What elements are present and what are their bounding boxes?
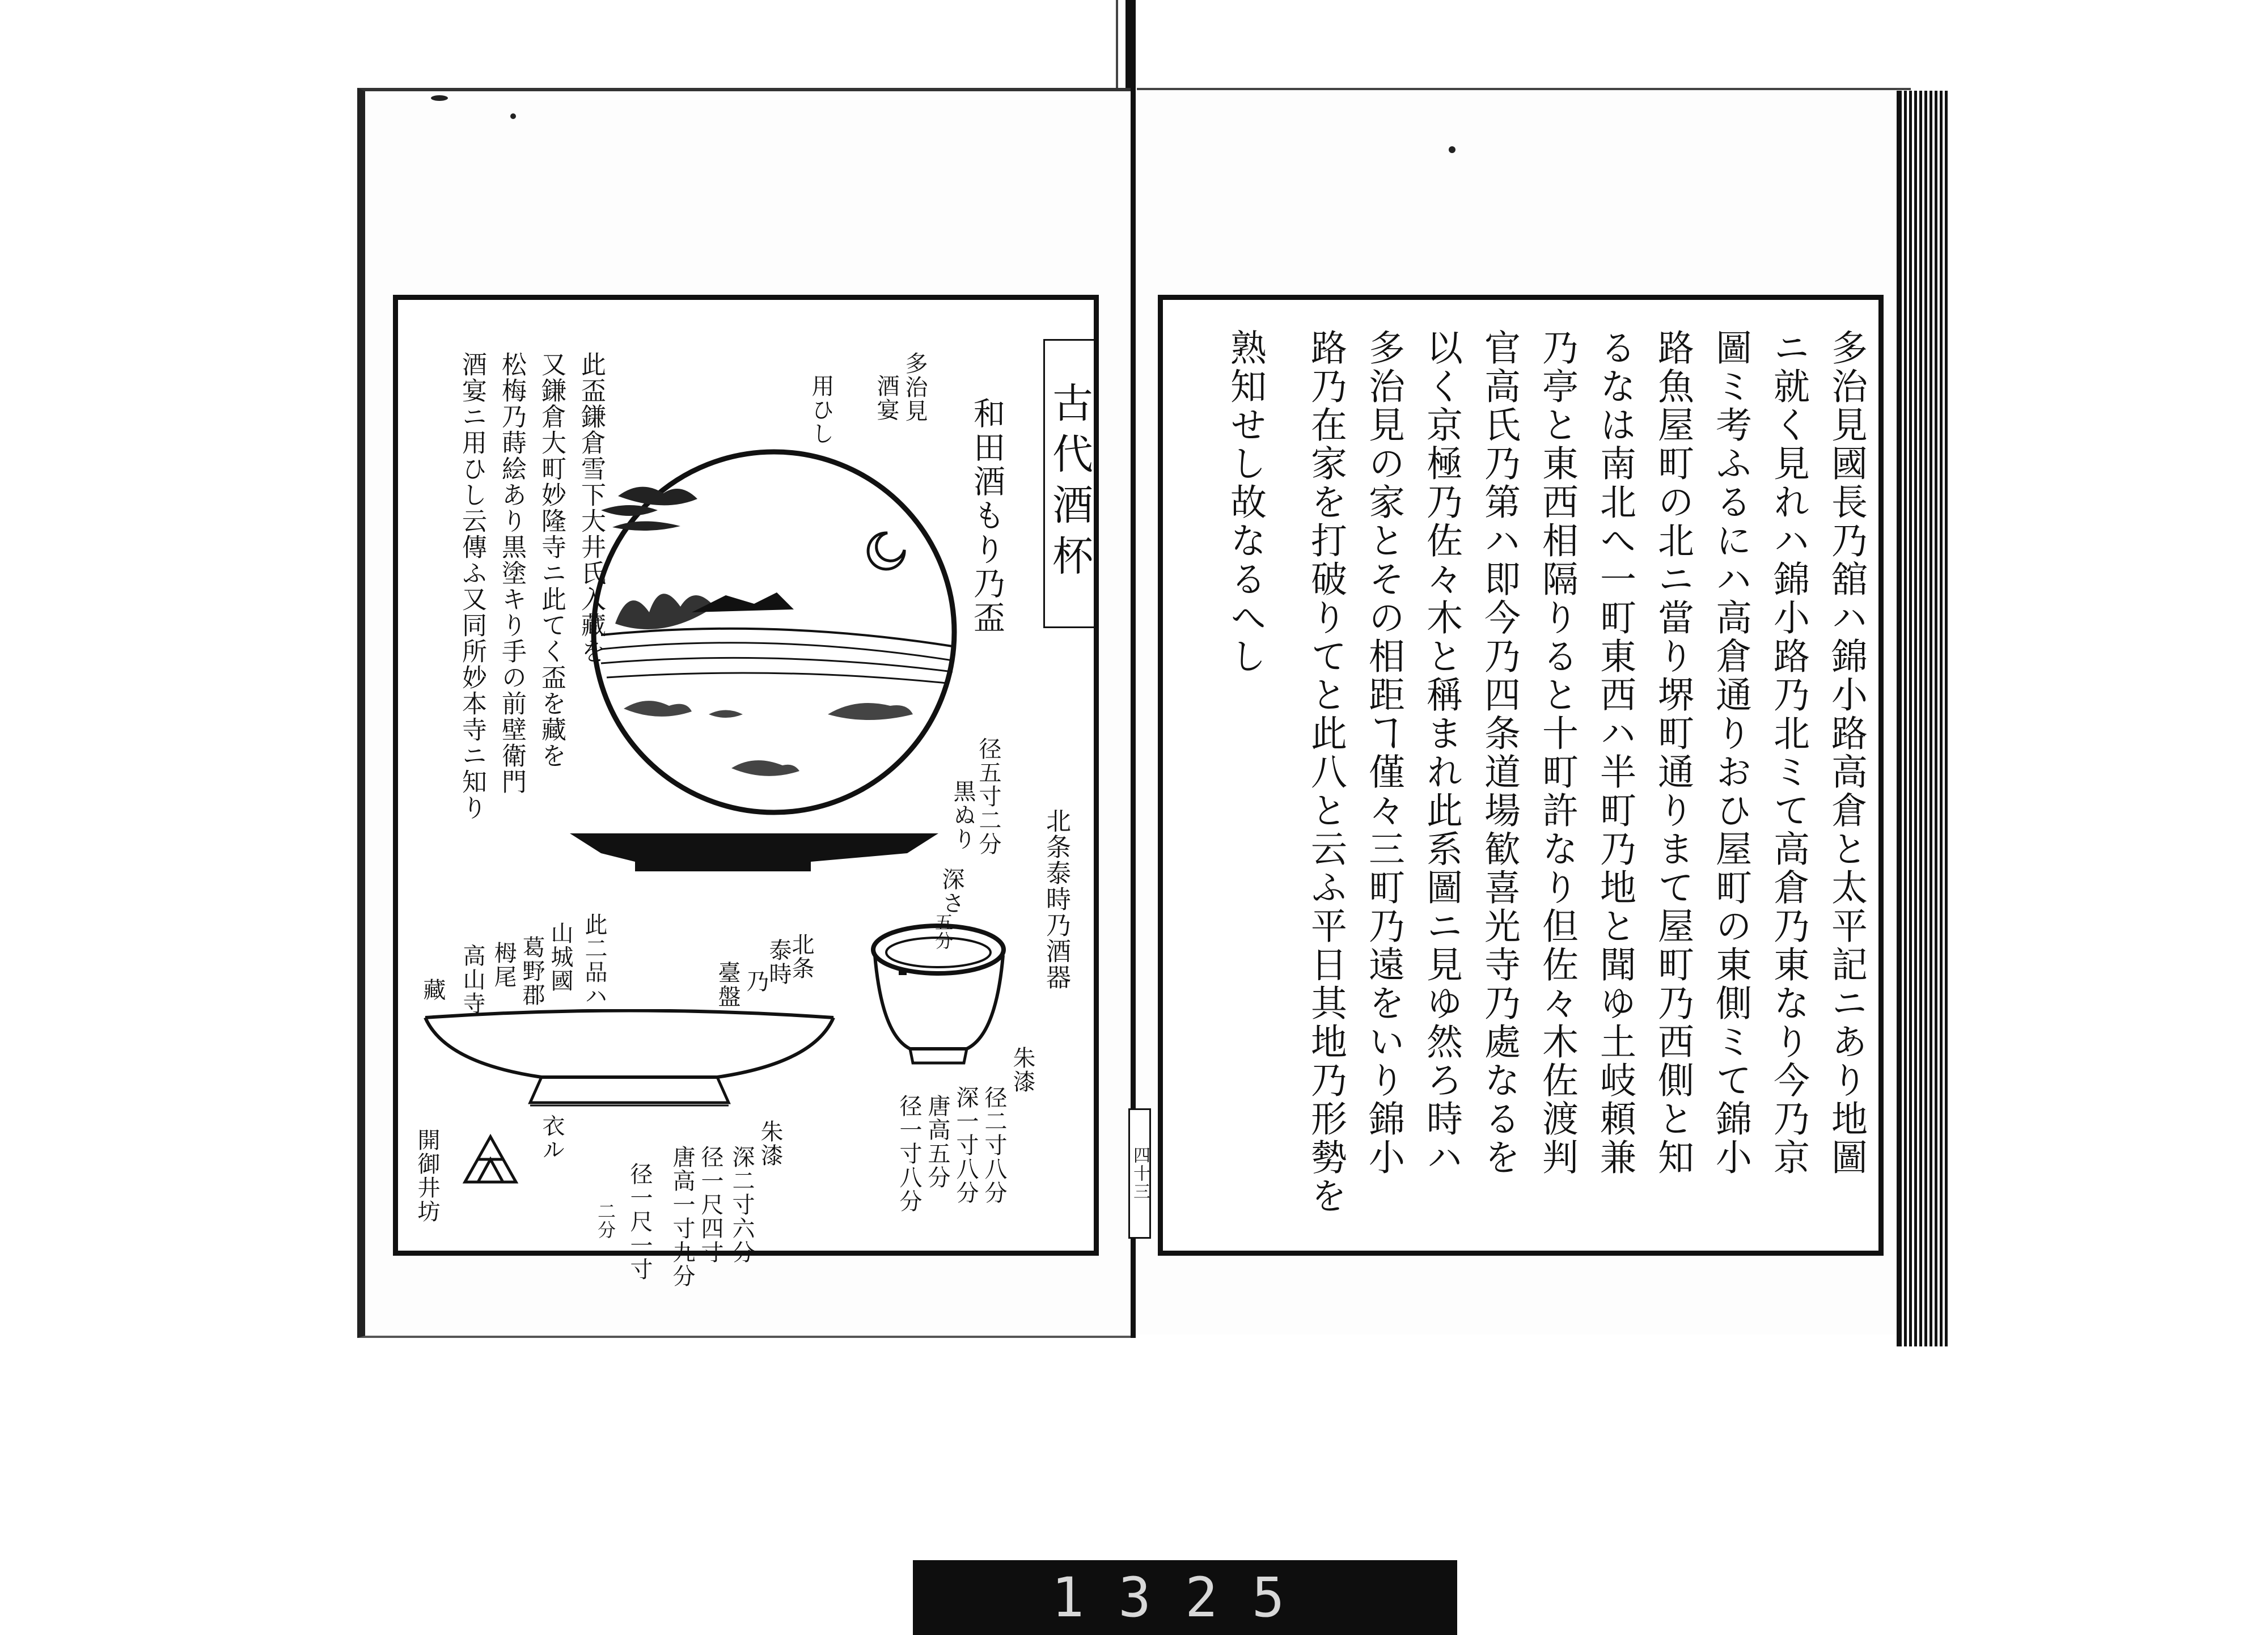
label-text: 泰時 [765,938,792,986]
wada-dims-3 [936,867,968,917]
wada-cup-caption [964,397,1009,637]
tachimi-note-1 [899,351,931,425]
label-text: 開御井坊 [414,1128,440,1223]
wada-dims-2 [947,780,979,853]
dim-text: 二分 [595,1202,616,1239]
ink-speck [431,95,448,101]
label-text: 栂尾 [490,941,517,989]
text-column-6 [1531,329,1583,1179]
dim-text: 深さ [938,867,964,915]
hojo-label-3 [740,969,772,996]
dish-dim-2 [726,1145,758,1267]
crest-label [536,1114,568,1164]
text-line: 多治見の家とその相距ヿ僅々三町乃遠をいり錦小 [1363,329,1404,1177]
text-column-9 [1357,329,1410,1179]
wada-cup-profile [567,831,941,882]
provenance-note-2 [533,351,569,771]
label-text: 乃 [743,969,769,993]
hojo-label-4 [712,961,744,1011]
dish-label-2 [544,921,577,995]
label-text: 衣ル [539,1114,565,1162]
catalog-number: 1325 [1051,1566,1319,1629]
text-line: 乃亭と東西相隔りると十町許なり但佐々木佐渡判 [1536,329,1578,1177]
text-column-2 [1762,329,1814,1179]
kaimi-label [411,1128,443,1226]
dim-text: 朱漆 [1009,1046,1035,1094]
dish-dim-5 [624,1162,656,1284]
label-text: 葛野郡 [519,935,545,1007]
ink-speck [1449,146,1455,153]
text-line: るなは南北へ一町東西ハ半町乃地と聞ゆ土岐頼兼 [1594,329,1636,1177]
dish-dim-4 [666,1145,699,1290]
dim-text: 黒ぬり [950,780,976,851]
dish-label-5 [456,944,489,1018]
dish-illustration [422,1009,836,1128]
text-column-10 [1300,329,1352,1218]
note-text: 又鎌倉大町妙隆寺ニ此てく盃を藏を [537,351,566,769]
label-text: 北条 [788,933,814,980]
text-column-7 [1473,329,1525,1179]
dim-text: 唐高一寸九分 [669,1145,695,1288]
crest-icon [462,1134,519,1185]
text-line: 熟知せし故なるへし [1224,329,1266,676]
label-text: 山城國 [547,921,573,993]
label-text: 藏 [420,978,446,1002]
dim-text: 径一尺一寸 [627,1162,653,1281]
dim-text: 径一寸八分 [896,1094,922,1213]
page-edge-stack [1897,91,1950,1346]
text-line: 路乃在家を打破りてと此八と云ふ平日其地乃形勢を [1305,329,1347,1215]
text-column-3 [1704,329,1757,1179]
page-title: 古代酒杯 [1046,382,1093,586]
text-line: 多治見國長乃舘ハ錦小路高倉と太平記ニあり地圖 [1825,329,1867,1177]
hojo-dim-5 [893,1094,925,1215]
folio-number: 四十三 [1130,1146,1150,1201]
folio-tab [1128,1108,1151,1239]
note-text: 用ひし [808,374,834,446]
provenance-note-3 [493,351,530,797]
dish-dim-3 [695,1145,727,1267]
label-text: 高山寺 [459,944,485,1015]
hojo-dim-1 [1006,1046,1039,1096]
tachimi-note-3 [805,374,837,448]
dim-text: 唐高五分 [924,1094,950,1189]
wada-cup-label: 和田酒もり乃盃 [968,397,1005,635]
text-line: 圖ミ考ふるにハ高倉通りおひ屋町の東側ミて錦小 [1710,329,1751,1177]
dish-dim-6 [593,1202,619,1242]
text-column-8 [1415,329,1467,1179]
dim-text: 径一尺四寸 [697,1145,723,1264]
hojo-dim-4 [921,1094,954,1192]
note-text: 松梅乃蒔絵あり黒塗キり手の前壁衛門 [497,351,526,795]
note-text: 此盃鎌倉雪下大井氏入藏を [577,351,606,664]
dish-label-6 [417,978,449,1004]
caption-text: 北条泰時乃酒器 [1042,808,1070,990]
text-column-1 [1820,329,1872,1179]
note-text: 酒宴 [873,374,899,422]
tachimi-note-2 [870,374,903,424]
text-line: ニ就く見れハ錦小路乃北ミて高倉乃東なり今乃京 [1767,329,1809,1177]
catalog-number-label [913,1560,1457,1635]
wada-cup-illustration [578,442,975,828]
provenance-note-1 [573,351,609,667]
text-column-11 [1219,329,1271,678]
dim-text: 径二寸八分 [981,1086,1007,1205]
text-line: 路魚屋町の北ニ當り堺町通りまて屋町乃西側と知 [1652,329,1694,1177]
dim-text: 深一寸八分 [953,1086,979,1205]
text-line: 官高氏乃第ハ即今乃四条道場歓喜光寺乃處なるを [1478,329,1520,1177]
hojo-caption [1038,808,1074,993]
provenance-note-4 [454,351,490,823]
dish-label-4 [488,941,520,991]
hojo-dim-3 [950,1086,982,1207]
label-text: 臺盤 [714,961,741,1009]
label-text: 此二品ハ [581,913,607,1008]
wada-dims-4 [930,913,956,952]
ink-speck [510,113,516,119]
text-column-4 [1647,329,1699,1179]
dim-text: 五分 [932,913,954,950]
dim-text: 深二寸六分 [729,1145,755,1264]
dim-text: 朱漆 [757,1120,783,1167]
text-column-5 [1589,329,1641,1179]
title-box [1043,339,1095,628]
dish-dim-1 [754,1120,786,1170]
dish-label-3 [516,935,548,1009]
dish-label-1 [578,913,611,1010]
dim-text: 径五寸二分 [975,737,1001,856]
note-text: 酒宴ニ用ひし云傳ふ又同所妙本寺ニ知り [458,351,486,821]
text-line: 以く京極乃佐々木と稱まれ此系圖ニ見ゆ然ろ時ハ [1420,329,1462,1177]
hojo-dim-2 [978,1086,1010,1207]
note-text: 多治見 [902,351,928,423]
